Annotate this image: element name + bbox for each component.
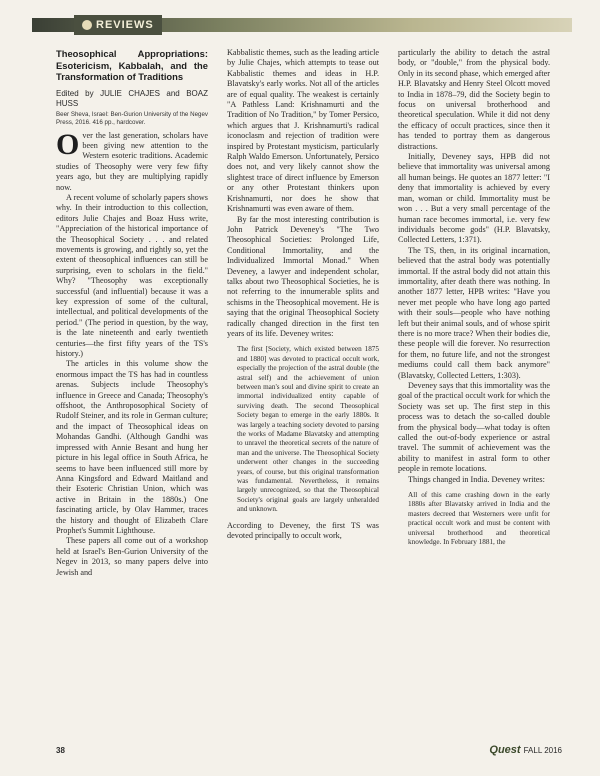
column-3 [398,48,550,554]
section-title: REVIEWS [96,19,154,31]
paragraph-text: ver the last generation, scholars have been giving new attention to the Western esoteric traditions. Academic studies of Theosophy were very few fifty years ago, but they are multiplying rapidly now. [56,130,208,192]
issue-label: FALL 2016 [523,746,562,755]
paragraph: These papers all come out of a workshop held at Israel's Ben-Gurion University of the Negev in 2013, so many papers delve into Jewish and [56,536,208,577]
paragraph: particularly the ability to detach the astral body, or "double," from the physical body. Only in its second phase, which emerged after H.P. Blavatsky and Henry Steel Olcott moved to India in 1878–79, did the Society begin to focus on universal brotherhood and theoretical speculation. While it did not deny the efficacy of occult practices, since then it has tended to portray them as dangerous distractions. [398,48,550,151]
paragraph: Initially, Deveney says, HPB did not believe that immortality was universal among all human beings. He quotes an 1877 letter: "I deny that immortality is achieved by every man, woman or child. Immortality must be won . . . But a very small percentage of the human race becomes immortal, i.e. very few individuals become gods" (H.P. Blavatsky, Collected Letters, 1:371). [398,152,550,245]
paragraph: The TS, then, in its original incarnation, believed that the astral body was potentially immortal. If the astral body did not attain this immortality, after death there was nothing. In another 1877 letter, HPB writes: "Have you never met people who have long ago parted with their souls—people who have nothing left but their animal souls, and of whose spirit there is no more trace? When their bodies die, these people will die forever. No resurrection for them, no future life, and not the strongest mediums could call them back anymore" (Blavatsky, Collected Letters, 1:303). [398,245,550,380]
review-title: Theosophical Appropriations: Esotericism, Kabbalah, and the Transformation of Traditions [56,48,208,82]
paragraph: The articles in this volume show the enormous impact the TS has had in countless arenas. Subjects include Theosophy's influence in Greece and Canada; Theosophy's offshoot, the Anthroposophical Society of Rudolf Steiner, and its role in German culture; and the impact of Theosophical ideas on Mohandas Gandhi. (Although Gandhi was impressed with Annie Besant and hung her picture in his legal office in South Africa, he seems to have been influenced still more by Anna Kingsford and Edward Maitland and their Esoteric Christian Union, which was active in Britain in the 1880s.) One fascinating article, by Olav Hammer, traces the history and thought of Elizabeth Clare Prophet's Summit Lighthouse. [56,359,209,535]
paragraph: Kabbalistic themes, such as the leading article by Julie Chajes, which attempts to tease out Kabbalistic themes and ideas in H.P. Blavatsky's early works. Not all of the articles are of equal quality. The weakest is certainly "A Pathless Land: Krishnamurti and the Tradition of No Tradition," by Tomer Persico, which argues that J. Krishnamurti's radical iconoclasm and rejection of tradition were inspired by Protestant mysticism, particularly Ralph Waldo Emerson. Unfortunately, Persico does not, and very likely cannot show the slightest trace of direct influence by Emerson or any other Protestant thinkers upon Krishnamurti, nor does he show that Krishnamurti was even aware of them. [227,48,379,214]
column-1 [56,48,208,578]
block-quote: The first [Society, which existed between 1875 and 1880] was devoted to practical occult work, especially the projection of the astral double (the astral self) and the achievement of union between man's soul and divine spirit to create an immortal individualized entity capable of surviving death. The second Theosophical Society began to emerge in the early 1880s. It was largely a teaching society devoted to parsing the works of Madame Blavatsky and attempting to unravel the theoretical secrets of the nature of man and the universe. The Theosophical Society underwent other changes in the succeeding years, of course, but this original transformation was fundamental. Nevertheless, it remains largely unrecognized, so that the Theosophical Society's original goals are largely unheralded and unknown. [237,345,379,514]
paragraph: Deveney says that this immortality was the goal of the practical occult work for which the Society was set up. The first step in this process was to detach the so-called double from the physical body—what today is often called the out-of-body experience or astral travel. The summit of achievement was the ability to manifest in astral form to other people in remote locations. [398,381,550,474]
page-number: 38 [56,746,65,755]
section-logo-icon [82,20,92,30]
paragraph [56,127,208,193]
paragraph: By far the most interesting contribution is John Patrick Deveney's "The Two Theosophical Societies: Prolonged Life, Conditional Immortality, and the Individualized Immortal Monad." When Deveney, a lawyer and independent scholar, talks about two Theosophical Societies, he is not referring to the innumerable splits and schisms in the Theosophical movement. He is saying that the original Theosophical Society radically changed direction in the first ten years of its life. Deveney writes: [227,214,379,338]
magazine-name: Quest [489,744,521,756]
column-2 [227,48,379,542]
paragraph: Things changed in India. Deveney writes: [408,474,545,484]
section-header [74,15,162,35]
review-publisher: Beer Sheva, Israel: Ben-Gurion University of the Negev Press, 2016. 416 pp., hardcover. [56,110,208,126]
paragraph: A recent volume of scholarly papers shows why. In their introduction to this collection, editors Julie Chajes and Boaz Huss write, "Appreciation of the historical importance of the Theosophical Society . . . and related movements is growing, and rightly so, yet the extent of theosophical influences can still be surprising, even to scholars in the field." Why? "Theosophy was exceptionally successful (and influential) because it was a key expression of some of the cultural, intellectual, and political developments of the period." (The period in question, by the way, is the late nineteenth and early twentieth centuries—the first fifty years of the TS's history.) [56,192,208,359]
review-editors: Edited by JULIE CHAJES and BOAZ HUSS [56,88,208,108]
drop-cap: O [56,127,80,161]
block-quote: All of this came crashing down in the early 1880s after Blavatsky arrived in India and the masters decreed that Westerners were unfit for practical occult work and must be content with universal brotherhood and theoretical knowledge. In February 1881, the [408,491,550,547]
running-footer [489,744,562,756]
paragraph: According to Deveney, the first TS was devoted principally to occult work, [227,520,379,541]
